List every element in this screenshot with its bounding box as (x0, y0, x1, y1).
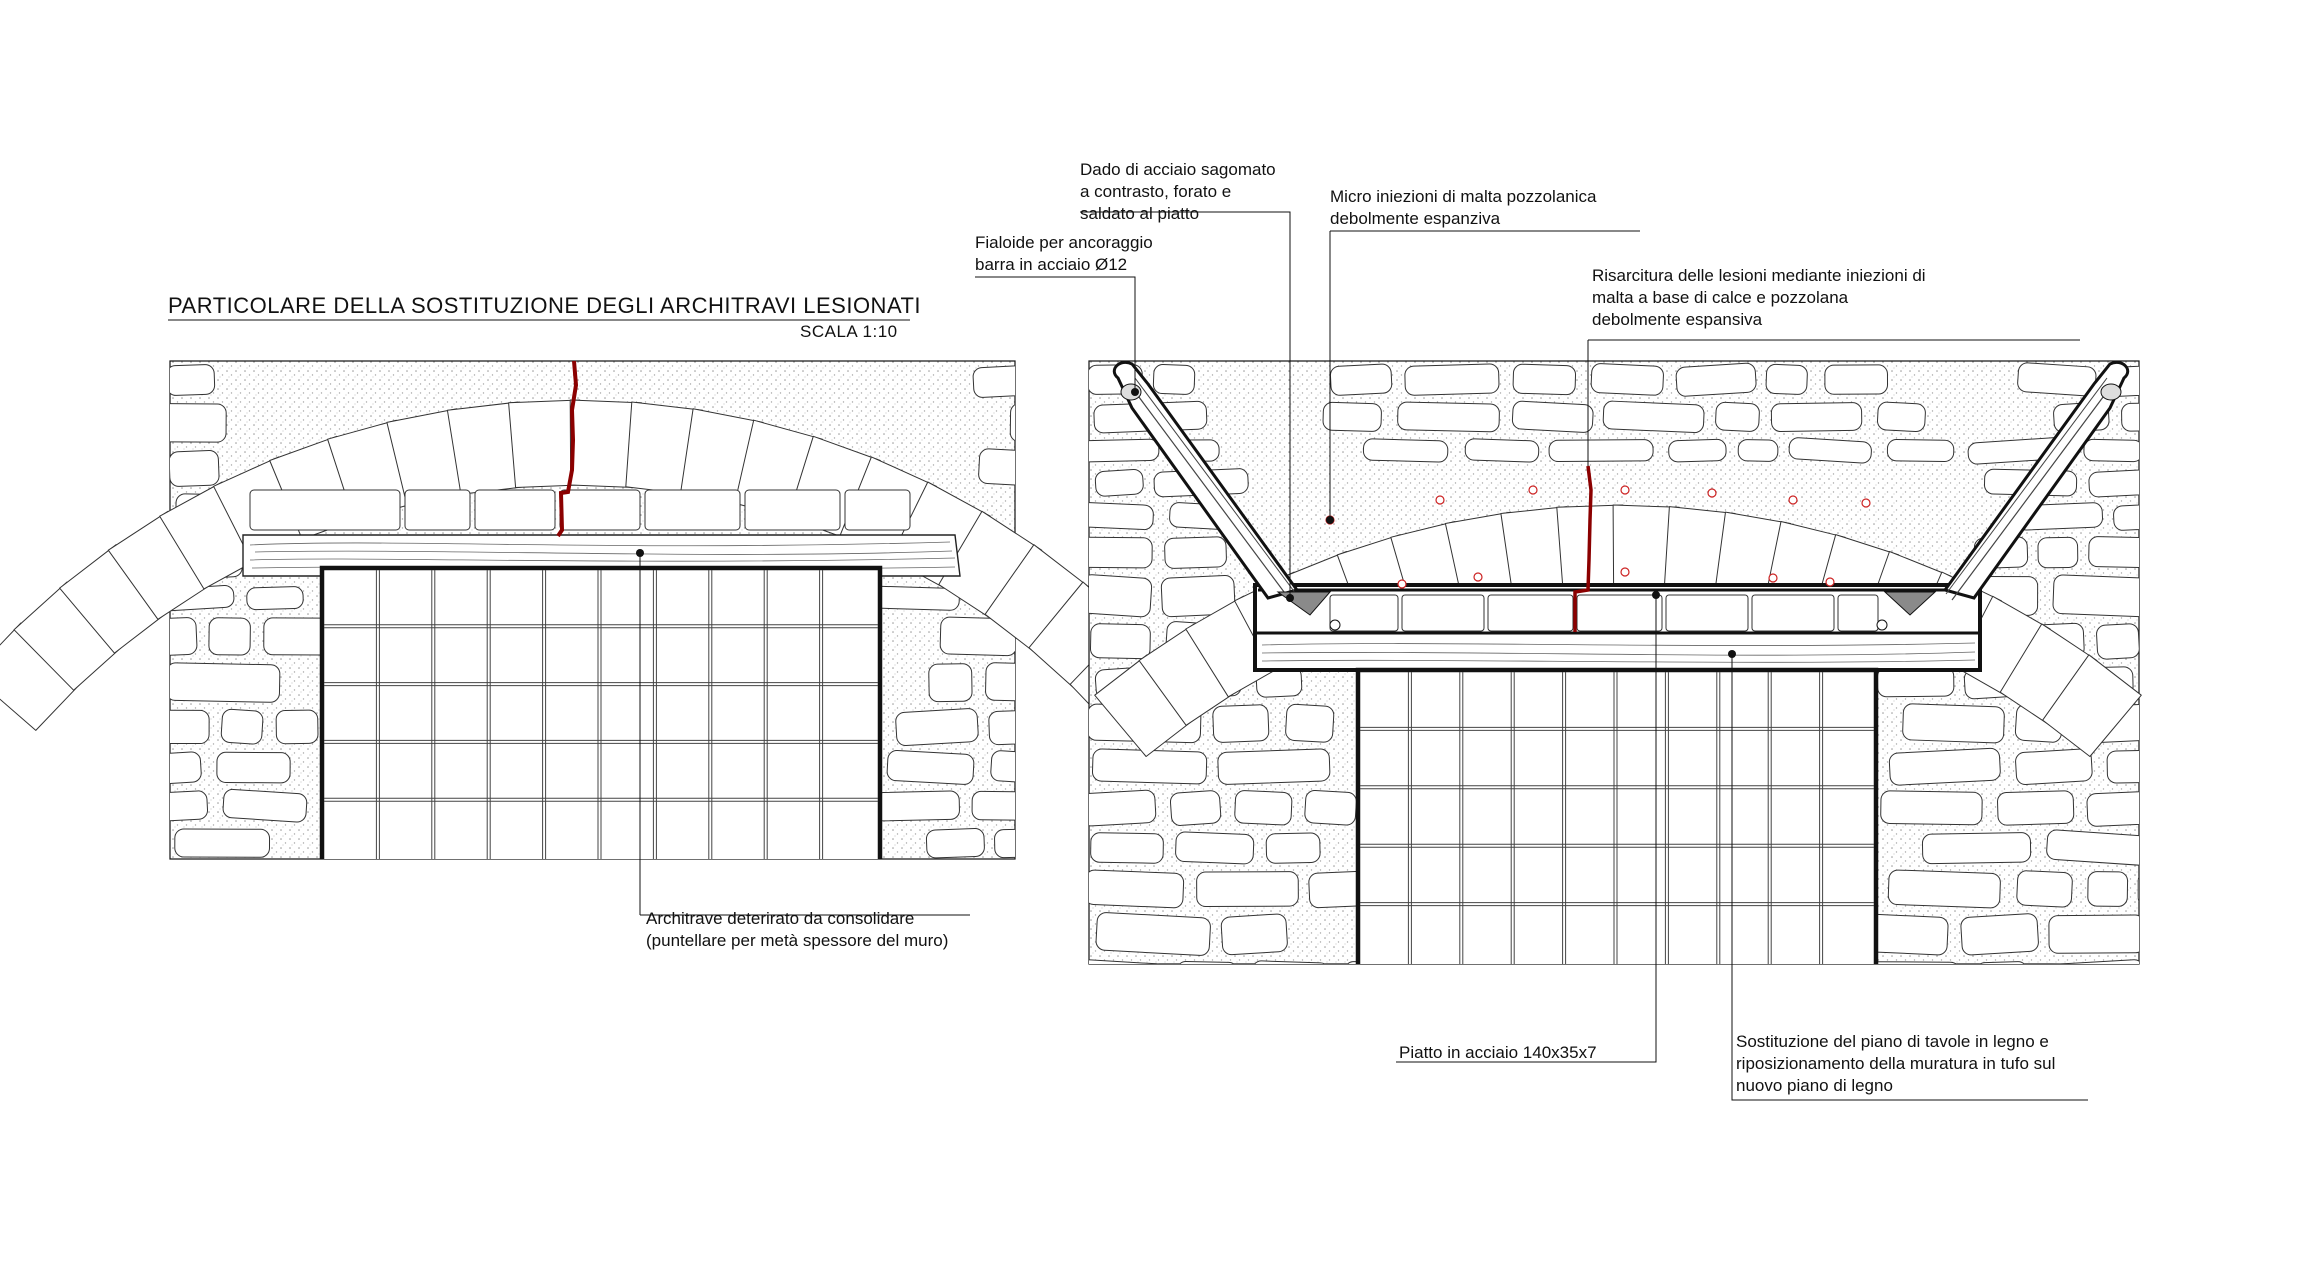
masonry-stone (155, 710, 209, 743)
masonry-stone (1591, 363, 1664, 395)
masonry-stone (1715, 402, 1760, 432)
label-sostituzione-1: Sostituzione del piano di tavole in legno e (1736, 1032, 2049, 1051)
masonry-stone (221, 709, 264, 745)
label-micro-1: Micro iniezioni di malta pozzolanica (1330, 187, 1597, 206)
right-detail (975, 160, 2235, 1100)
injection-point (1862, 499, 1870, 507)
masonry-stone (1218, 749, 1331, 785)
masonry-stone (2096, 623, 2140, 659)
label-fialoide-1: Fialoide per ancoraggio (975, 233, 1153, 252)
masonry-stone (1330, 364, 1392, 396)
masonry-stone (1084, 870, 1184, 908)
label-left-lintel-1: Architrave deterirato da consolidare (646, 909, 915, 928)
masonry-stone (1668, 439, 1726, 462)
masonry-stone (1452, 962, 1505, 985)
masonry-stone (1922, 832, 2030, 863)
label-sostituzione-3: nuovo piano di legno (1736, 1076, 1893, 1095)
masonry-stone (1234, 790, 1292, 825)
masonry-stone (1090, 833, 1163, 864)
masonry-stone (175, 829, 270, 857)
injection-point (1398, 580, 1406, 588)
injection-point (1474, 573, 1482, 581)
masonry-stone (152, 617, 198, 656)
label-dado-1: Dado di acciaio sagomato (1080, 160, 1276, 179)
masonry-stone (1888, 870, 2001, 908)
masonry-stone (1081, 790, 1156, 827)
masonry-stone (973, 362, 1086, 398)
masonry-stone (874, 791, 959, 821)
masonry-stone (1096, 912, 1211, 956)
masonry-stone (2038, 537, 2078, 568)
masonry-stone (1221, 914, 1288, 956)
masonry-stone (1197, 872, 1299, 907)
masonry-stone (1080, 502, 1154, 530)
masonry-stone (276, 710, 318, 744)
masonry-stone (1881, 791, 1983, 825)
left-detail (0, 361, 1178, 950)
label-left-lintel-2: (puntellare per metà spessore del muro) (646, 931, 949, 950)
masonry-stone (209, 618, 251, 655)
injection-point (1436, 496, 1444, 504)
masonry-stone (1081, 574, 1152, 617)
masonry-stone (1976, 961, 2028, 985)
masonry-stone (1080, 959, 1165, 987)
masonry-stone (1170, 790, 1221, 826)
label-risarcitura-3: debolmente espansiva (1592, 310, 1763, 329)
masonry-stone (887, 750, 975, 785)
masonry-stone (159, 751, 202, 784)
masonry-stone (2121, 403, 2169, 432)
masonry-stone (2015, 748, 2093, 785)
label-sostituzione-2: riposizionamento della muratura in tufo sul (1736, 1054, 2056, 1073)
masonry-stone (1738, 439, 1778, 461)
injection-point (1708, 489, 1716, 497)
masonry-stone (1153, 364, 1195, 395)
masonry-stone (1603, 401, 1705, 433)
injection-point (1826, 578, 1834, 586)
masonry-stone (1071, 537, 1152, 568)
masonry-stone (1960, 913, 2039, 955)
masonry-stone (990, 750, 1059, 784)
masonry-stone (1213, 704, 1270, 742)
masonry-stone (1825, 365, 1888, 394)
injection-point (1621, 486, 1629, 494)
masonry-stone (2089, 536, 2189, 568)
label-risarcitura-2: malta a base di calce e pozzolana (1592, 288, 1849, 307)
drawing-title: PARTICOLARE DELLA SOSTITUZIONE DEGLI ARCHITRAVI LESIONATI (168, 293, 922, 318)
injection-point (1769, 574, 1777, 582)
masonry-stone (1164, 537, 1226, 569)
masonry-stone (166, 663, 280, 703)
masonry-stone (1175, 832, 1254, 864)
masonry-stone (1177, 961, 1238, 985)
masonry-stone (247, 586, 304, 609)
label-piatto: Piatto in acciaio 140x35x7 (1399, 1043, 1597, 1062)
right-window-opening (1358, 670, 1876, 964)
masonry-stone (166, 364, 215, 395)
masonry-stone (1285, 704, 1334, 743)
masonry-stone (2138, 872, 2235, 907)
masonry-stone (1010, 403, 1067, 442)
masonry-stone (972, 791, 1053, 820)
label-fialoide-2: barra in acciaio Ø12 (975, 255, 1128, 274)
masonry-stone (2107, 750, 2165, 783)
masonry-stone (223, 789, 308, 823)
masonry-stone (1865, 962, 1960, 985)
masonry-stone (217, 752, 290, 783)
masonry-stone (2087, 789, 2195, 826)
label-dado-2: a contrasto, forato e (1080, 182, 1232, 201)
masonry-stone (1266, 833, 1320, 864)
masonry-stone (1090, 624, 1150, 659)
masonry-stone (1771, 402, 1862, 431)
masonry-stone (994, 828, 1060, 857)
masonry-stone (1549, 440, 1653, 462)
masonry-stone (1323, 402, 1382, 432)
masonry-stone (2084, 439, 2143, 462)
masonry-stone (2088, 871, 2128, 906)
masonry-stone (1405, 364, 1500, 396)
left-window-opening (322, 568, 880, 859)
masonry-stone (1877, 402, 1926, 432)
right-lintel-assembly (1255, 585, 1980, 670)
injection-point (1529, 486, 1537, 494)
masonry-stone (1766, 364, 1808, 395)
injection-point (1789, 496, 1797, 504)
masonry-stone (978, 448, 1076, 488)
masonry-stone (1997, 791, 2074, 826)
masonry-stone (2089, 468, 2177, 497)
masonry-stone (895, 708, 978, 746)
masonry-stone (929, 664, 973, 702)
masonry-stone (926, 828, 985, 858)
masonry-stone (1789, 437, 1872, 463)
masonry-stone (2049, 915, 2145, 953)
masonry-stone (1889, 748, 2001, 786)
masonry-stone (169, 450, 219, 487)
masonry-stone (989, 709, 1066, 745)
masonry-stone (1739, 961, 1783, 985)
masonry-stone (2016, 870, 2072, 907)
masonry-stone (1902, 704, 2004, 744)
masonry-stone (156, 404, 227, 443)
label-micro-2: debolmente espanziva (1330, 209, 1501, 228)
injection-point (1621, 568, 1629, 576)
masonry-stone (1512, 401, 1594, 433)
masonry-stone (2017, 362, 2096, 396)
masonry-stone (1075, 439, 1160, 462)
masonry-stone (2113, 502, 2202, 531)
masonry-stone (1799, 962, 1851, 985)
label-dado-3: saldato al piatto (1080, 204, 1200, 223)
masonry-stone (1397, 402, 1499, 432)
masonry-stone (1304, 790, 1357, 826)
masonry-stone (2053, 575, 2150, 617)
masonry-stone (1513, 364, 1576, 395)
masonry-stone (1676, 363, 1757, 397)
masonry-stone (1887, 439, 1954, 461)
masonry-stone (1095, 469, 1144, 497)
drawing-scale: SCALA 1:10 (800, 322, 898, 341)
masonry-stone (1345, 962, 1434, 985)
voussoir-stone (509, 400, 580, 488)
masonry-stone (1363, 439, 1448, 463)
label-risarcitura-1: Risarcitura delle lesioni mediante iniezioni di (1592, 266, 1926, 285)
masonry-stone (1465, 439, 1539, 463)
left-stone-course (250, 490, 910, 530)
masonry-stone (152, 790, 208, 821)
